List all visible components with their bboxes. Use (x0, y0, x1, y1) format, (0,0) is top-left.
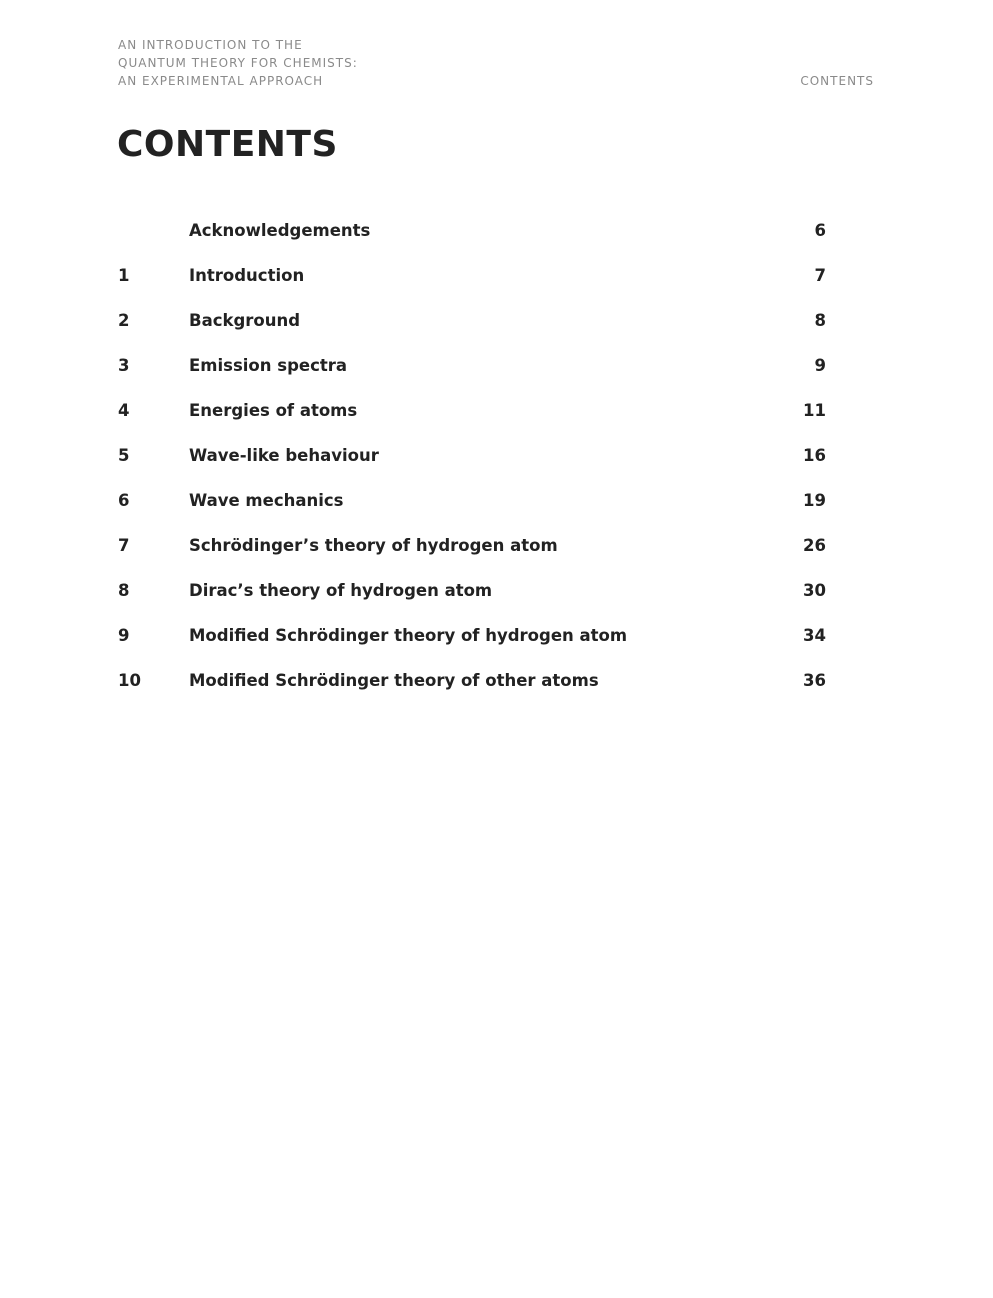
toc-page: 30 (803, 581, 826, 600)
running-header-title (118, 36, 358, 90)
toc-page: 7 (814, 266, 826, 285)
toc-page: 16 (803, 446, 826, 465)
toc-entry[interactable] (118, 208, 826, 253)
toc-title: Modified Schrödinger theory of other atoms (189, 671, 599, 690)
toc-title: Introduction (189, 266, 305, 285)
table-of-contents (118, 208, 826, 703)
page-title: CONTENTS (117, 124, 338, 165)
running-header-section: CONTENTS (800, 74, 874, 88)
toc-entry[interactable] (118, 613, 826, 658)
toc-entry[interactable] (118, 343, 826, 388)
toc-title: Schrödinger’s theory of hydrogen atom (189, 536, 558, 555)
toc-entry[interactable] (118, 388, 826, 433)
toc-entry[interactable] (118, 298, 826, 343)
toc-number: 2 (118, 311, 130, 330)
header-line: QUANTUM THEORY FOR CHEMISTS: (118, 56, 358, 70)
toc-entry[interactable] (118, 523, 826, 568)
toc-page: 9 (814, 356, 826, 375)
toc-entry[interactable] (118, 568, 826, 613)
toc-title: Acknowledgements (189, 221, 371, 240)
toc-number: 6 (118, 491, 130, 510)
toc-page: 19 (803, 491, 826, 510)
toc-title: Background (189, 311, 301, 330)
toc-title: Emission spectra (189, 356, 348, 375)
toc-entry[interactable] (118, 658, 826, 703)
toc-page: 36 (803, 671, 826, 690)
toc-number: 5 (118, 446, 130, 465)
toc-number: 1 (118, 266, 130, 285)
toc-number: 8 (118, 581, 130, 600)
toc-title: Energies of atoms (189, 401, 358, 420)
toc-page: 11 (803, 401, 826, 420)
toc-number: 3 (118, 356, 130, 375)
toc-page: 6 (814, 221, 826, 240)
toc-title: Modified Schrödinger theory of hydrogen atom (189, 626, 628, 645)
toc-page: 8 (814, 311, 826, 330)
toc-number: 4 (118, 401, 130, 420)
toc-page: 26 (803, 536, 826, 555)
toc-entry[interactable] (118, 478, 826, 523)
toc-title: Dirac’s theory of hydrogen atom (189, 581, 493, 600)
toc-number: 7 (118, 536, 130, 555)
header-line: AN EXPERIMENTAL APPROACH (118, 74, 324, 88)
toc-entry[interactable] (118, 253, 826, 298)
toc-entry[interactable] (118, 433, 826, 478)
toc-title: Wave-like behaviour (189, 446, 379, 465)
toc-title: Wave mechanics (189, 491, 344, 510)
toc-number: 10 (118, 671, 141, 690)
toc-number: 9 (118, 626, 130, 645)
toc-page: 34 (803, 626, 826, 645)
header-line: AN INTRODUCTION TO THE (118, 38, 303, 52)
